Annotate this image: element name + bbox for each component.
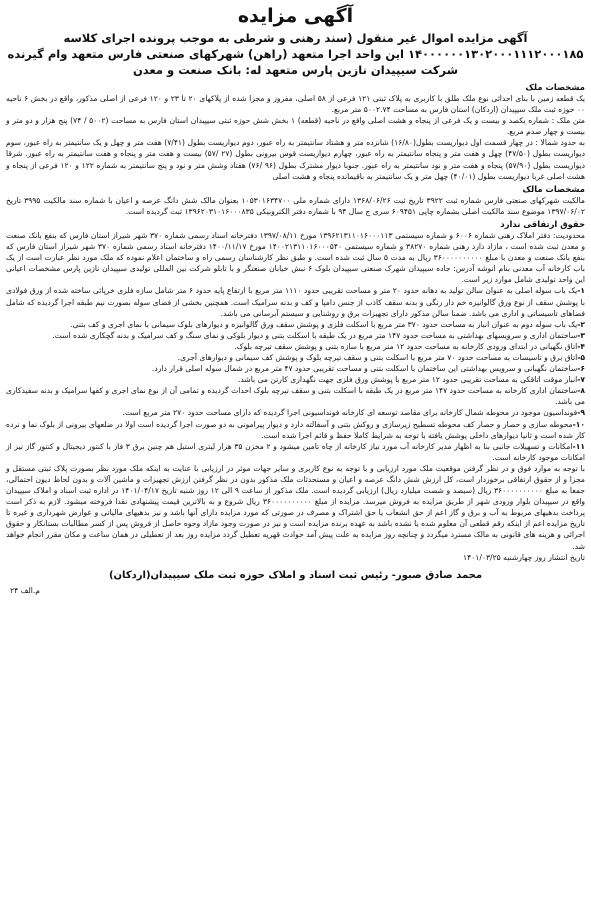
list-item: ۷-انبار موقت اتاقکی به مساحت تقریبی حدود ۱۲ متر مربع با پوشش ورق فلزی جهت نگهداری کارتن می باشد.	[237, 375, 585, 385]
deed-text: متن ملک : شماره یکصد و بیست و یک فرعی از پنجاه و هشت اصلی واقع در ناحیه (قطعه) ۱ بخش شش حوزه ثبتی سیپیدان استان فارس به مساحت (۵۰۰۲ / ۷۴) پنج هزار و دو متر و بیست و چهار صدم مربع.	[6, 116, 585, 137]
property-spec-heading: مشخصات ملک	[525, 82, 585, 92]
boundaries-text: به حدود شمالا : در چهار قسمت اول دیواریست بطول(۱۶/۸۰) شانزده متر و هشتاد سانتیمتر به راه عبور، دوم دیواریست بطول (۷/۴۱) هفت متر و چهل و یک سانتیمتر به راه عبور، سوم دیواریست بطول (۴۷/۵۰) چهل و هفت متر و پنجاه سانتیمتر به راه عبور، چهارم دیواریست قوس بیرونی بطول (۲۷ /۵۷) بیست و هفت متر و پنجاه و هفت سانتیمتر به راه عبور. شرقا دیواریست بطول (۵۷/۹۰) پنجاه و هفت متر و نود سانتیمتر به راه عبور. جنوبا دیوار مشترک بطول (۹۶ /۷۶) هفتاد وشش متر و نود و پنج سانتیمتر به شماره ۱۲۲ و ۱۲۰ فرعی از پنجاه و هشت اصلی غربا دیواریست بطول (۴۰/۰۱) چهل متر و یک سانتیمتر به باقیمانده پنجاه و هشت اصلی	[6, 138, 585, 181]
publish-date: تاریخ انتشار روز چهارشنبه ۱۴۰۱/۰۳/۲۵	[463, 552, 585, 562]
list-item: ۳-ساختمان اداری و سرویسهای بهداشتی به مساحت حدود ۱۴۷ متر مربع در یک طبقه با اسکلت بتنی و دیوار بلوکی و نمای سنگ و کف سرامیک و بدنه گچکاری شده است.	[52, 330, 585, 340]
notice-title: آگهی مزایده	[237, 5, 354, 27]
list-item: ۴-اتاق نگهبانی در ابتدای ورودی کارخانه به مساحت حدود ۱۲ متر مربع با سازه بتنی و پوشش سقف تیرچه بلوک.	[234, 341, 585, 351]
list-item: ۵-اتاق برق و تاسیسات به مساحت حدود ۷۰ متر مربع با اسکلت بتنی و سقف تیرچه بلوک و پوشش کف سیمانی و دیوارهای آجری.	[177, 352, 585, 362]
list-item: ۱۰-محوطه سازی و حصار و حصار کف محوطه تسطیح زیرسازی و روکش بتنی و آسفالته دارد و دیوار پیرامونی به دو صورت اجرا گردیده است اولا در ضلعهای بیرونی از بلوک نما و نرده کار شده است و ثانیا دیوارهای داخلی پوشش یافته با توجه به شرایط کاملا حفظ و قائم اجرا شده است.	[6, 419, 585, 440]
rights-heading: حقوق ارتفاقی ندارد	[500, 218, 585, 229]
list-item: ۲-یک باب سوله دوم به عنوان انبار به مساحت حدود ۳۷۰ متر مربع با اسکلت فلزی و پوشش سقف ورق گالوانیزه و دیوارهای بلوک سیمانی با نمای اجری و کف بتنی.	[70, 319, 585, 329]
footnote-number: م.الف ۲۴	[10, 585, 40, 595]
owner-heading: مشخصات مالک	[522, 183, 585, 194]
signature: محمد صادق صبور- رئیس ثبت اسناد و املاک حوزه ثبت ملک سیپیدان(اردکان)	[108, 569, 483, 581]
building-items-list	[6, 285, 585, 463]
list-item: ۸-ساختمان اداری کارخانه به مساحت حدود ۱۴۷ متر مربع در یک طبقه با اسکلت بتنی و سقف تیرچه بلوک احداث گردیده و تمامی آن از نوع نمای اجری و کفها سرامیک و بدنه سفیدکاری می باشد.	[6, 386, 585, 407]
valuation-text: با توجه به موارد فوق و در نظر گرفتن موقعیت ملک مورد ارزیابی و با توجه به نوع کاربری و سایر جهات موثر در ارزیابی با عنایت به اینکه ملک مورد نظر بصورت پلاک ثبتی مستقل و مجزا و از حقوق ارتفاقی برخوردار است، کل ارزش شش دانگ عرصه و اعیان و مستحدثات ملک مذکور بدون در نظر گرفتن ارزش تجهیزات و ماشین آلات و بدون لحاظ دیون احتمالی، جمعا به مبلغ ۳۶۰۰۰۰۰۰۰۰۰۰ ریال (سیصد و شصت میلیارد ریال) ارزیابی گردیده است. ملک مذکور از ساعت ۹ الی ۱۲ روز شنبه تاریخ ۱۴۰۱/۰۴/۱۷ در اداره ثبت اسناد و املاک سیپیدان واقع در سیپیدان بلوار ورودی شهر از طریق مزایده به فروش میرسد. مزایده از مبلغ ۳۶۰۰۰۰۰۰۰۰۰۰ ریال شروع و به بالاترین قیمت پیشنهادی نقدا فروخته میشود. لازم به ذکر است پرداخت بدهیهای مربوط به آب و برق و گاز اعم از حق انشعاب یا حق اشتراک و مصرف در صورتی که مورد مزایده دارای آنها باشد و نیز بدهیهای مالیاتی و عوارض شهرداری و غیره تا تاریخ مزایده اعم از اینکه رقم قطعی آن معلوم شده یا نشده باشد به عهده برنده مزایده است و نیز در صورت وجود مازاد وجوه حاصل از فروش پس از کسر مطالبات بستانکار و حقوق اجرائی و هزینه های قانونی به مالک مسترد میگردد و چنانچه روز مزایده به علت پیش آمد حوادث قهریه تعطیل گردد مزایده روز بعد از تعطیلی در همان ساعت و مکان مقرر انجام خواهد شد.	[6, 463, 585, 551]
list-item: ۱۱-امکانات و تسهیلات جانبی بنا به اظهار مدیر کارخانه آب مورد نیاز کارخانه از چاه تامین میشود و ۲ مخزن ۳۵ هزار لیتری استیل هم چنین برق ۳ فاز با کنتور دیجیتال و کنتور گاز نیز از امکانات موجود کارخانه است.	[6, 441, 585, 462]
limits-text: محدودیت: دفتر املاک رهنی شماره ۶۰۰۶ و شماره سیستمی ۱۳۹۶۲۱۳۱۱۰۱۶۰۰۰۱۱۳ مورخ ۱۳۹۷/۰۸/۱۱ دفترخانه اسناد رسمی شماره ۳۷۰ شهر شیراز استان فارس که بنفع بانک صنعت و معدن ثبت شده است ، مازاد دارد رهنی شماره ۳۸۲۷۰ و شماره سیستمی ۱۴۰۰۲۱۳۱۱۰۱۶۰۰۰۵۴۰ مورخ ۱۴۰۰/۱۱/۱۷ دفترخانه اسناد رسمی شماره ۳۷۰ شهر شیراز استان فارس که بنفع بانک صنعت و معدن با مبلغ ۳۶۰۰۰۰۰۰۰۰۰۰ ریال به مدت ۵ سال ثبت شده است. و طبق نظر کارشناسان رسمی راه و ساختمان اعلام نموده که ملک مورد نظر عبارت است از یک باب کارخانه آب معدنی بنام انوشه آدرس: جاده سیپیدان شهرک صنعتی سیپیدان بلوک ۶ نبش خیابان صنعتگر و با تابلو شرکت بین المللی تولیدی سیپیدان نازین پارس مشخصات اعیانی این واحد تولیدی شامل موارد زیر است.	[6, 230, 585, 285]
owner-text: مالکیت شهرکهای صنعتی فارس شماره ثبت ۳۹۲۲ تاریخ ثبت ۱۳۶۸/۰۶/۲۶ دارای شماره ملی ۱۰۵۳۰۱۶۳۴۷۰۰ بعنوان مالک شش دانگ عرصه و اعیان با شماره سند مالکیت ۳۹۹۵ تاریخ ۱۳۹۷/۰۶/۰۲ موضوع سند مالکیت اصلی بشماره چاپی ۶۰۹۴۵۱ سری ج سال ۹۴ با شماره دفتر الکترونیکی ۱۳۹۶۲۰۳۱۰۱۶۰۰۰۸۳۵ ثبت گردیده است.	[6, 195, 585, 216]
property-spec-text: یک قطعه زمین با بنای احداثی نوع ملک طلق با کاربری به پلاک ثبتی ۱۲۱ فرعی از ۵۸ اصلی، مفروز و مجزا شده از پلاکهای ۲۰ تا ۲۳ و ۱۲۰ فرعی از اصلی مذکور، واقع در بخش ۶ ناحیه ۰۰ حوزه ثبت ملک سیپیدان (اردکان) استان فارس به مساحت ۵۰۰۲.۷۴ متر مربع.	[6, 94, 586, 115]
list-item: ۱-یک باب سوله اصلی به عنوان سالن تولید به دهانه حدود ۲۰ متر و مساحت تقریبی حدود ۱۱۱۰ متر مربع با ارتفاع پایه حدود ۶ متر شامل سازه فلزی خرپائی ساخته شده از ورق فولادی با پوشش سقف از نوع ورق گالوانیزه خم دار رنگی و بدنه سقف کاذب از جنس دامپا و کف و بدنه سرامیک است. همچنین بخشی از فضای سوله بصورت نیم طبقه اجرا گردیده که شامل فضاهای تاسیساتی و اداری می باشد. ضمنا سالن مذکور دارای تجهیزات برق و روشنایی و سیستم آبرسانی می باشد.	[6, 286, 585, 318]
notice-subtitle: آگهی مزایده اموال غیر منقول (سند رهنی و شرطی به موجب پرونده اجرای کلاسه ۱۴۰۰۰۰۰۰۱۳۰۲۰۰۰۱۱۱۲۰۰۰۱۸۵ این واحد اجرا متعهد (راهن) شهرکهای صنعتی فارس متعهد وام گیرنده شرکت سیپیدان نازین پارس متعهد له: بانک صنعت و معدن	[7, 31, 584, 77]
list-item: ۹-فونداسیون موجود در محوطه شمال کارخانه برای مقاصد توسعه ای کارخانه فونداسیونی اجرا گردیده که دارای مساحت حدود ۲۷۰ متر مربع است.	[122, 408, 585, 418]
list-item: ۶-ساختمان نگهبانی و سرویس بهداشتی این ساختمان با اسکلت بتنی و مساحت تقریبی حدود ۴۷ متر مربع در شمال سوله اصلی قرار دارد.	[151, 364, 585, 374]
